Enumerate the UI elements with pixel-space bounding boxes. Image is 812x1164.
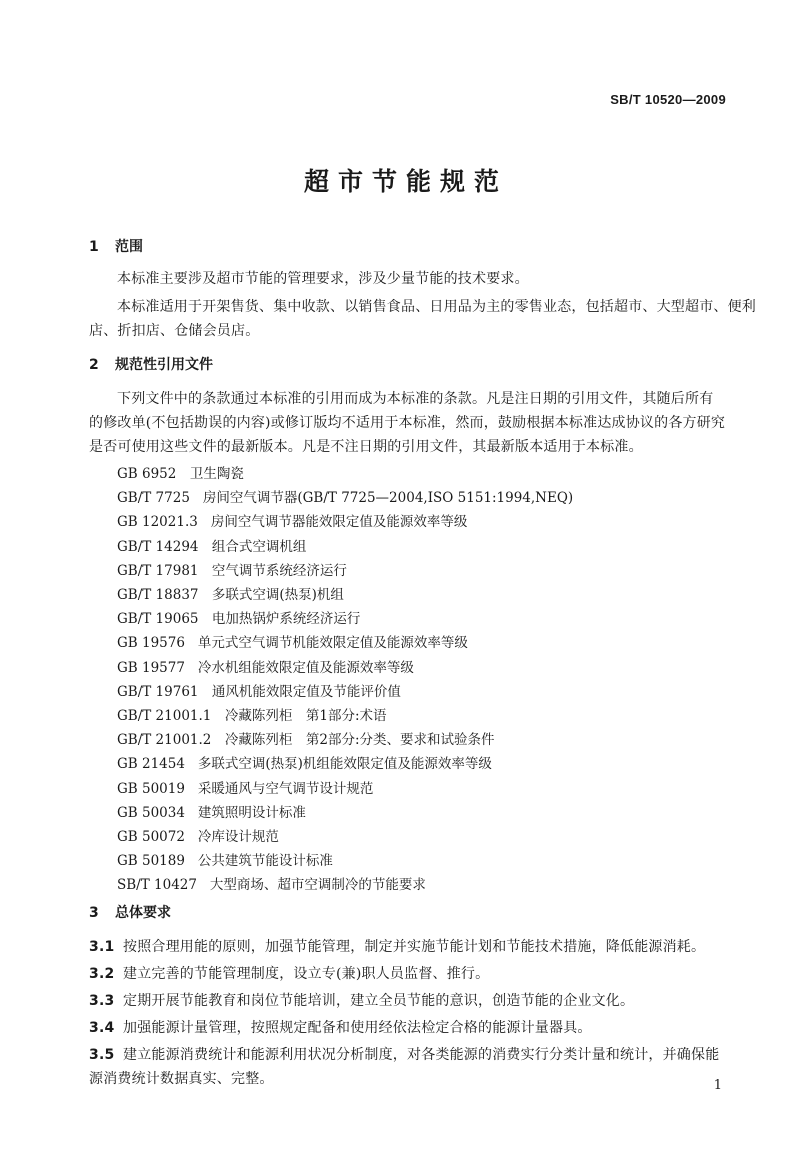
reference-title: 冷水机组能效限定值及能源效率等级 <box>197 659 414 676</box>
clause-number: 3.3 <box>89 993 115 1009</box>
requirement-clause <box>89 990 634 1010</box>
reference-title: 建筑照明设计标准 <box>197 804 306 821</box>
section-number: 3 <box>89 905 99 921</box>
reference-item <box>117 583 344 603</box>
reference-item <box>117 656 414 676</box>
standard-code: SB/T 10520—2009 <box>610 92 726 107</box>
reference-item <box>117 559 347 579</box>
reference-item <box>117 631 468 651</box>
reference-item <box>117 535 306 555</box>
reference-item <box>117 704 387 724</box>
requirement-clause <box>89 936 705 956</box>
reference-title: 单元式空气调节机能效限定值及能源效率等级 <box>197 635 468 652</box>
reference-title: 公共建筑节能设计标准 <box>197 853 333 870</box>
requirement-clause <box>89 1044 719 1064</box>
reference-item <box>117 462 244 482</box>
clause-text-cont: 源消费统计数据真实、完整。 <box>89 1071 274 1087</box>
reference-code: GB 50189 <box>117 853 185 870</box>
requirement-clause <box>89 963 489 983</box>
reference-title: 组合式空调机组 <box>211 538 307 555</box>
page-number: 1 <box>713 1078 722 1093</box>
scope-paragraph-2: 本标准适用于开架售货、集中收款、以销售食品、日用品为主的零售业态，包括超市、大型超市、便利 <box>117 299 756 315</box>
section-number: 1 <box>89 239 99 255</box>
reference-title: 采暖通风与空气调节设计规范 <box>197 780 374 797</box>
clause-number: 3.5 <box>89 1047 115 1063</box>
reference-item <box>117 849 333 869</box>
reference-item <box>117 728 495 748</box>
reference-code: GB/T 21001.2 <box>117 732 212 749</box>
reference-item <box>117 607 360 627</box>
section-heading-3 <box>89 902 171 922</box>
refs-intro-line-3: 是否可使用这些文件的最新版本。凡是不注日期的引用文件，其最新版本适用于本标准。 <box>89 439 643 455</box>
reference-code: GB 12021.3 <box>117 514 198 531</box>
reference-code: SB/T 10427 <box>117 877 197 894</box>
reference-title: 大型商场、超市空调制冷的节能要求 <box>209 877 426 894</box>
clause-text: 建立完善的节能管理制度，设立专(兼)职人员监督、推行。 <box>123 966 490 982</box>
clause-number: 3.2 <box>89 966 115 982</box>
reference-item <box>117 510 467 530</box>
scope-paragraph-1: 本标准主要涉及超市节能的管理要求，涉及少量节能的技术要求。 <box>117 271 529 287</box>
clause-text: 建立能源消费统计和能源利用状况分析制度，对各类能源的消费实行分类计量和统计，并确保能 <box>123 1047 720 1063</box>
reference-item <box>117 486 573 506</box>
refs-intro-line-1: 下列文件中的条款通过本标准的引用而成为本标准的条款。凡是注日期的引用文件，其随后所有 <box>117 391 714 407</box>
reference-code: GB/T 21001.1 <box>117 708 212 724</box>
reference-code: GB/T 17981 <box>117 562 199 579</box>
reference-code: GB/T 18837 <box>117 587 199 603</box>
clause-text: 定期开展节能教育和岗位节能培训，建立全员节能的意识，创造节能的企业文化。 <box>123 993 635 1009</box>
reference-code: GB 19576 <box>117 635 185 652</box>
reference-title: 房间空气调节器能效限定值及能源效率等级 <box>210 514 468 531</box>
reference-item <box>117 825 279 845</box>
reference-title: 冷藏陈列柜 第2部分:分类、要求和试验条件 <box>224 732 495 749</box>
reference-title: 多联式空调(热泵)机组能效限定值及能源效率等级 <box>197 756 492 773</box>
reference-title: 冷藏陈列柜 第1部分:术语 <box>224 708 387 724</box>
section-title: 规范性引用文件 <box>115 357 213 373</box>
reference-title: 多联式空调(热泵)机组 <box>211 587 344 603</box>
scope-paragraph-2-cont: 店、折扣店、仓储会员店。 <box>89 323 260 339</box>
section-number: 2 <box>89 357 99 373</box>
reference-code: GB/T 19761 <box>117 683 199 700</box>
clause-text: 加强能源计量管理，按照规定配备和使用经依法检定合格的能源计量器具。 <box>123 1020 592 1036</box>
reference-code: GB 50019 <box>117 780 185 797</box>
requirement-clause <box>89 1017 592 1037</box>
reference-item <box>117 752 492 772</box>
refs-intro-line-2: 的修改单(不包括勘误的内容)或修订版均不适用于本标准，然而，鼓励根据本标准达成协议的各方研究 <box>89 415 726 431</box>
reference-code: GB 6952 <box>117 466 177 482</box>
clause-number: 3.1 <box>89 939 115 955</box>
reference-code: GB/T 14294 <box>117 538 199 555</box>
clause-number: 3.4 <box>89 1020 115 1036</box>
reference-item <box>117 680 401 700</box>
reference-item <box>117 777 373 797</box>
section-heading-1 <box>89 236 143 256</box>
reference-code: GB 50034 <box>117 804 185 821</box>
reference-code: GB 19577 <box>117 659 185 676</box>
clause-text: 按照合理用能的原则，加强节能管理，制定并实施节能计划和节能技术措施，降低能源消耗。 <box>123 939 706 955</box>
reference-code: GB/T 7725 <box>117 490 190 507</box>
reference-code: GB/T 19065 <box>117 611 199 628</box>
reference-code: GB 21454 <box>117 756 185 773</box>
reference-title: 空气调节系统经济运行 <box>211 562 347 579</box>
reference-title: 卫生陶瓷 <box>189 466 244 482</box>
section-title: 范围 <box>115 239 143 255</box>
reference-code: GB 50072 <box>117 829 185 845</box>
reference-title: 房间空气调节器(GB/T 7725—2004,ISO 5151:1994,NEQ) <box>202 490 574 507</box>
reference-item <box>117 873 426 893</box>
section-title: 总体要求 <box>115 905 171 921</box>
section-heading-2 <box>89 354 213 374</box>
reference-title: 冷库设计规范 <box>197 829 279 845</box>
reference-title: 电加热锅炉系统经济运行 <box>211 611 361 628</box>
reference-item <box>117 801 306 821</box>
reference-title: 通风机能效限定值及节能评价值 <box>211 683 401 700</box>
page-title: 超市节能规范 <box>303 167 508 196</box>
